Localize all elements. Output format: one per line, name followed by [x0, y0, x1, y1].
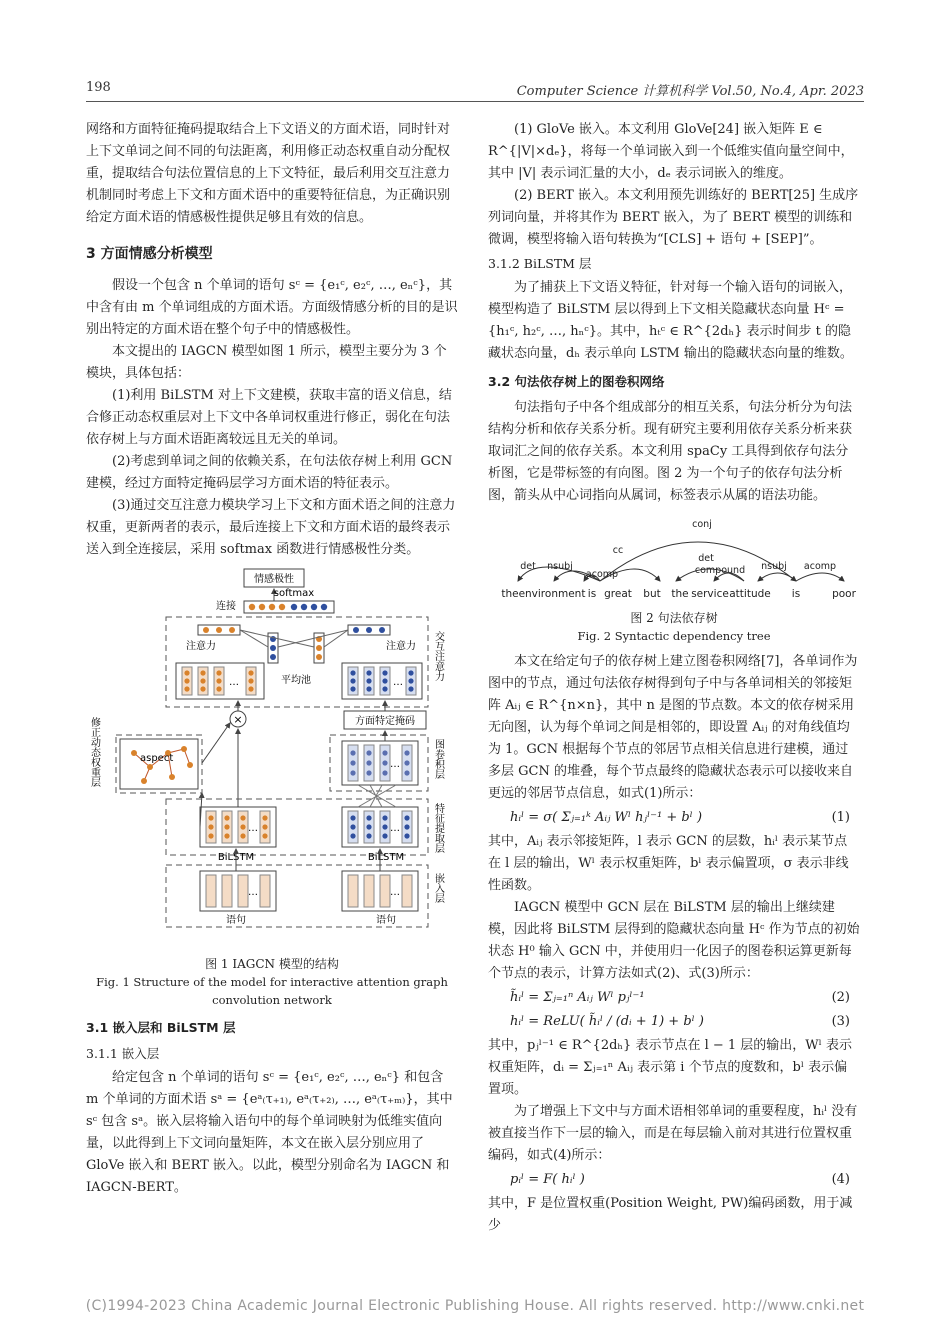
paragraph: (1)利用 BiLSTM 对上下文建模，获取丰富的语义信息，结合修正动态权重层对上下文中各单词权重进行修正，弱化在句法依存树上与方面术语距离较远且无关的单词。 [86, 388, 452, 447]
dep-label: det [698, 553, 714, 564]
dep-label: compound [694, 565, 746, 576]
svg-text:…: … [229, 677, 239, 688]
feature-extraction-label: 特征提取层 [432, 803, 444, 853]
paragraph: 本文在给定句子的依存树上建立图卷积网络[7]，各单词作为图中的节点，通过句法依存树得到句子中与各单词相关的邻接矩阵 Aᵢⱼ ∈ R^{n×n}，其中 n 是图的节点数。本文的依存树采用无向图，认为每个单词之间是相邻的，即设置 Aᵢⱼ 的对角线值均为 1。GCN 根据每个节点的邻居节点相关信息进行建模，通过多层 GCN 的堆叠，每个节点最终的隐藏状态表示可以接收来自更远的邻居节点信息，如式(1)所示： [488, 654, 858, 801]
paragraph: 其中，Aᵢⱼ 表示邻接矩阵，l 表示 GCN 的层数，hᵢˡ 表示某节点在 l 层的输出，Wˡ 表示权重矩阵，bˡ 表示偏置项，σ 表示非线性函数。 [488, 834, 849, 893]
paragraph: (2) BERT 嵌入。本文利用预先训练好的 BERT[25] 生成序列词向量，并将其作为 BERT 嵌入，为了 BERT 模型的训练和微调，模型将输入语句转换为“[CLS] + 语句 + [SEP]”。 [488, 188, 859, 247]
paragraph: 假设一个包含 n 个单词的语句 sᶜ = {e₁ᶜ, e₂ᶜ, …, eₙᶜ}，其中含有由 m 个单词组成的方面术语。方面级情感分析的目的是识别出特定的方面术语在整个句子中的情感极性。 [86, 278, 458, 337]
paragraph: (3)通过交互注意力模块学习上下文和方面术语之间的注意力权重，更新两者的表示，最后连接上下文和方面术语的最终表示送入到全连接层，采用 softmax 函数进行情感极性分类。 [86, 498, 456, 557]
gcn-label: 图卷积层 [432, 739, 444, 779]
aspect-node-label: aspect [140, 753, 174, 764]
dep-word: attitude [729, 588, 771, 600]
concat-label: 连接 [216, 601, 236, 612]
svg-text:…: … [390, 823, 400, 834]
avgpool-label: 平均池 [281, 675, 311, 686]
equation-1: hᵢˡ = σ( Σⱼ₌₁ᵏ Aᵢⱼ Wˡ hⱼˡ⁻¹ + bˡ ) (1) [510, 810, 850, 825]
section-3-1-2-title: 3.1.2 BiLSTM 层 [488, 256, 592, 271]
dep-word: poor [832, 588, 856, 600]
dependency-graph-icon [120, 739, 198, 789]
dep-word: is [791, 588, 801, 600]
equation-3: hᵢˡ = ReLU( h̃ᵢˡ / (dᵢ + 1) + bˡ ) (3) [510, 1014, 850, 1029]
paragraph: IAGCN 模型中 GCN 层在 BiLSTM 层的输出上继续建模，因此将 BiLSTM 层得到的隐藏状态向量 Hᶜ 作为节点的初始状态 H⁰ 输入 GCN 中，并使用归一化因子的图卷积运算更新每个节点的表示，计算方法如式(2)、式(3)所示： [488, 900, 860, 981]
section-3-1-title: 3.1 嵌入层和 BiLSTM 层 [86, 1020, 236, 1035]
bilstm-left-label: BiLSTM [217, 852, 255, 863]
paragraph: 为了增强上下文中与方面术语相邻单词的重要程度，hᵢˡ 没有被直接当作下一层的输入，而是在每层输入前对其进行位置权重编码，如式(4)所示： [488, 1104, 858, 1163]
softmax-label: softmax [273, 588, 315, 599]
intro-paragraph: 网络和方面特征掩码提取结合上下文语义的方面术语，同时针对上下文单词之间不同的句法距离，利用修正动态权重自动分配权重，提取结合句法位置信息的上下文特征，最后利用交互注意力机制同时考虑上下文和方面术语中的重要特征信息，为正确识别给定方面术语的情感极性提供足够且有效的信息。 [86, 122, 451, 225]
paragraph: 其中，F 是位置权重(Position Weight, PW)编码函数，用于减少 [488, 1196, 853, 1233]
section-3-1-1-title: 3.1.1 嵌入层 [86, 1046, 160, 1061]
header-rule [86, 101, 864, 102]
figure-2-caption-en: Fig. 2 Syntactic dependency tree [577, 629, 771, 643]
equation-4: pᵢˡ = F( hᵢˡ ) (4) [510, 1172, 850, 1187]
dep-label: nsubj [547, 561, 573, 572]
sentence-left-label: 语句 [226, 915, 246, 926]
bilstm-right-label: BiLSTM [367, 852, 405, 863]
attention-right-label: 注意力 [386, 641, 416, 652]
dynamic-weight-label: 修正动态权重层 [88, 717, 100, 787]
embedding-label: 嵌入层 [432, 873, 444, 903]
figure-1-caption-en-2: convolution network [212, 993, 332, 1007]
copyright-footer: (C)1994-2023 China Academic Journal Electronic Publishing House. All rights reserved. http://www.cnki.net [85, 1298, 865, 1314]
figure-2-diagram [488, 513, 860, 609]
section-3-title: 3 方面情感分析模型 [86, 246, 213, 262]
dep-label: nsubj [761, 561, 787, 572]
paragraph: (1) GloVe 嵌入。本文利用 GloVe[24] 嵌入矩阵 E ∈ R^{|V|×dₑ}，将每一个单词嵌入到一个低维实值向量空间中，其中 |V| 表示词汇量的大小，dₑ 表示词嵌入的维度。 [488, 122, 854, 181]
dep-word: the [671, 588, 689, 600]
paragraph: 其中，pⱼˡ⁻¹ ∈ R^{2dₕ} 表示节点在 l − 1 层的输出，Wˡ 表示权重矩阵，dᵢ = Σⱼ₌₁ⁿ Aᵢⱼ 表示第 i 个节点的度数和，bˡ 表示偏置项。 [488, 1038, 852, 1097]
dep-word: environment [518, 588, 586, 600]
svg-text:…: … [248, 887, 258, 898]
section-3-2-title: 3.2 句法依存树上的图卷积网络 [488, 374, 665, 389]
dep-word: great [604, 588, 632, 600]
dep-word: the [501, 588, 519, 600]
paragraph: 给定包含 n 个单词的语句 sᶜ = {e₁ᶜ, e₂ᶜ, …, eₙᶜ} 和包含 m 个单词的方面术语 sᵃ = {eᵃ₍τ₊₁₎, eᵃ₍τ₊₂₎, …, eᵃ₍τ₊ₘ₎}，其中 sᶜ 包含 sᵃ。嵌入层将输入语句中的每个单词映射为低维实值向量，以此得到上下文词向量矩阵，本文在嵌入层分别应用了 GloVe 嵌入和 BERT 嵌入。以此，模型分别命名为 IAGCN 和 IAGCN-BERT。 [86, 1070, 453, 1195]
left-column [86, 119, 458, 1199]
page-number: 198 [86, 80, 111, 95]
right-column [488, 119, 860, 1237]
svg-text:…: … [248, 823, 258, 834]
paragraph: 句法指句子中各个组成部分的相互关系，句法分析分为句法结构分析和依存关系分析。现有研究主要利用依存关系分析来获取词汇之间的依存关系。本文利用 spaCy 工具得到依存句法分析图，它是带标签的有向图。图 2 为一个句子的依存句法分析图，箭头从中心词指向从属词，标签表示从属的语法功能。 [488, 400, 853, 503]
dep-word: service [691, 588, 729, 600]
svg-text:…: … [390, 887, 400, 898]
equation-2: h̃ᵢˡ = Σⱼ₌₁ⁿ Aᵢⱼ Wˡ pⱼˡ⁻¹ (2) [510, 990, 850, 1005]
attention-left-label: 注意力 [186, 641, 216, 652]
dep-word: is [587, 588, 597, 600]
sentiment-label: 情感极性 [254, 574, 294, 585]
mask-label: 方面特定掩码 [355, 716, 415, 727]
figure-1-caption-cn: 图 1 IAGCN 模型的结构 [205, 957, 339, 971]
figure-2-caption-cn: 图 2 句法依存树 [630, 611, 718, 625]
figure-1-caption-en: Fig. 1 Structure of the model for interactive attention graph [96, 975, 448, 989]
svg-text:×: × [233, 713, 243, 726]
dep-label: acomp [803, 561, 837, 572]
paragraph: (2)考虑到单词之间的依赖关系，在句法依存树上利用 GCN 建模，经过方面特定掩码层学习方面术语的特征表示。 [86, 454, 453, 491]
running-header: Computer Science 计算机科学 Vol.50, No.4, Apr. 2023 [516, 84, 864, 99]
dep-label: det [520, 561, 536, 572]
interactive-attention-label: 交互注意力 [432, 631, 444, 681]
svg-text:…: … [393, 677, 403, 688]
figure-1-diagram [86, 567, 458, 951]
dep-word: but [643, 588, 661, 600]
paragraph: 为了捕获上下文语义特征，针对每一个输入语句的词嵌入，模型构造了 BiLSTM 层以得到上下文相关隐藏状态向量 Hᶜ = {h₁ᶜ, h₂ᶜ, …, hₙᶜ}。其中，hₜᶜ ∈ R^{2dₕ} 表示时间步 t 的隐藏状态向量，dₕ 表示单向 LSTM 输出的隐藏状态向量的维数。 [488, 280, 853, 361]
svg-text:…: … [390, 759, 400, 770]
dep-label: conj [692, 519, 712, 530]
sentence-right-label: 语句 [376, 915, 396, 926]
dep-label: cc [612, 545, 624, 556]
dep-label: acomp [585, 569, 619, 580]
paragraph: 本文提出的 IAGCN 模型如图 1 所示，模型主要分为 3 个模块，具体包括： [86, 344, 447, 381]
